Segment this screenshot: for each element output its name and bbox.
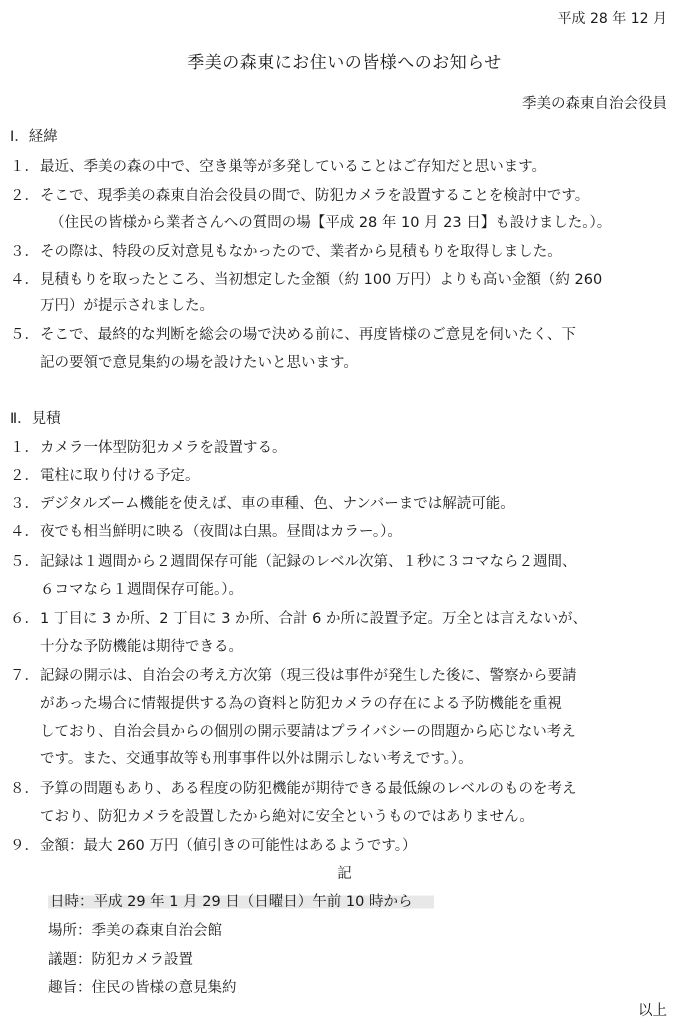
meeting-purpose: 趣旨：住民の皆様の意見集約 [48,980,237,996]
s1-item2-num: ２． [10,188,39,204]
s2-item9-text: 金額：最大 260 万円（値引きの可能性はあるようです。） [40,838,417,854]
s1-item2-note: （住民の皆様から業者さんへの質問の場【平成 28 年 10 月 23 日】も設けました。）。 [50,215,612,231]
s1-item4-text: 見積もりを取ったところ、当初想定した金額（約 100 万円）よりも高い金額（約 260 [40,272,603,288]
s1-item2-text: そこで、現季美の森東自治会役員の間で、防犯カメラを設置することを検討中です。 [40,188,590,204]
s2-item7-text-cont1: があった場合に情報提供する為の資料と防犯カメラの存在による予防機能を重視 [40,696,562,712]
s2-item2-text: 電柱に取り付ける予定。 [40,468,200,484]
s2-item8-text: 予算の問題もあり、ある程度の防犯機能が期待できる最低線のレベルのものを考え [40,781,577,797]
s2-item8-num: ８． [10,781,39,797]
s2-item4-text: 夜でも相当鮮明に映る（夜間は白黒。昼間はカラー。）。 [40,524,402,540]
s1-item4-text-cont: 万円）が提示されました。 [40,298,214,314]
ki-mark: 記 [337,866,352,882]
meeting-datetime-text: 日時：平成 29 年 1 月 29 日（日曜日）午前 10 時から [48,894,434,910]
section2-heading: Ⅱ．見積 [10,411,61,427]
document-date: 平成 28 年 12 月 [557,11,667,27]
s1-item5-text: そこで、最終的な判断を総会の場で決める前に、再度皆様のご意見を伺いたく、下 [40,327,576,343]
s2-item5-num: ５． [10,554,39,570]
s2-item6-text-cont: 十分な予防機能は期待できる。 [40,639,243,655]
meeting-place: 場所：季美の森東自治会館 [48,923,222,939]
s2-item1-text: カメラ一体型防犯カメラを設置する。 [40,440,287,456]
s1-item3-text: その際は、特段の反対意見もなかったので、業者から見積もりを取得しました。 [40,244,562,260]
s2-item2-num: ２． [10,468,39,484]
document-sender: 季美の森東自治会役員 [522,96,667,112]
s1-item4-num: ４． [10,272,39,288]
s1-item1-num: １． [10,159,39,175]
meeting-agenda: 議題：防犯カメラ設置 [48,952,193,968]
s2-item6-num: ６． [10,611,39,627]
s1-item5-num: ５． [10,327,39,343]
s2-item3-text: デジタルズーム機能を使えば、車の車種、色、ナンバーまでは解読可能。 [40,496,515,512]
s2-item7-text: 記録の開示は、自治会の考え方次第（現三役は事件が発生した後に、警察から要請 [40,668,577,684]
s2-item7-text-cont3: です。また、交通事故等も刑事事件以外は開示しない考えです。）。 [40,751,473,767]
s2-item7-text-cont2: しており、自治会員からの個別の開示要請はプライバシーの問題から応じない考え [40,724,576,740]
s2-item8-text-cont: ており、防犯カメラを設置したから絶対に安全というものではありません。 [40,809,534,825]
s1-item1-text: 最近、季美の森の中で、空き巣等が多発していることはご存知だと思います。 [40,159,547,175]
s2-item1-num: １． [10,440,39,456]
s2-item3-num: ３． [10,496,39,512]
s1-item3-num: ３． [10,244,39,260]
s2-item5-text: 記録は１週間から２週間保存可能（記録のレベル次第、１秒に３コマなら２週間、 [40,554,577,570]
meeting-datetime [48,890,434,911]
s1-item5-text-cont: 記の要領で意見集約の場を設けたいと思います。 [40,355,358,371]
s2-item6-text: 1 丁目に 3 か所、2 丁目に 3 か所、合計 6 か所に設置予定。万全とは言えないが、 [40,611,587,627]
s2-item5-text-cont: ６コマなら１週間保存可能。）。 [40,582,243,598]
s2-item4-num: ４． [10,524,39,540]
s2-item9-num: ９． [10,838,39,854]
s2-item7-num: ７． [10,668,39,684]
document-title: 季美の森東にお住いの皆様へのお知らせ [187,53,502,73]
section1-heading: Ⅰ．経緯 [10,129,58,145]
closing-mark: 以上 [638,1003,667,1019]
